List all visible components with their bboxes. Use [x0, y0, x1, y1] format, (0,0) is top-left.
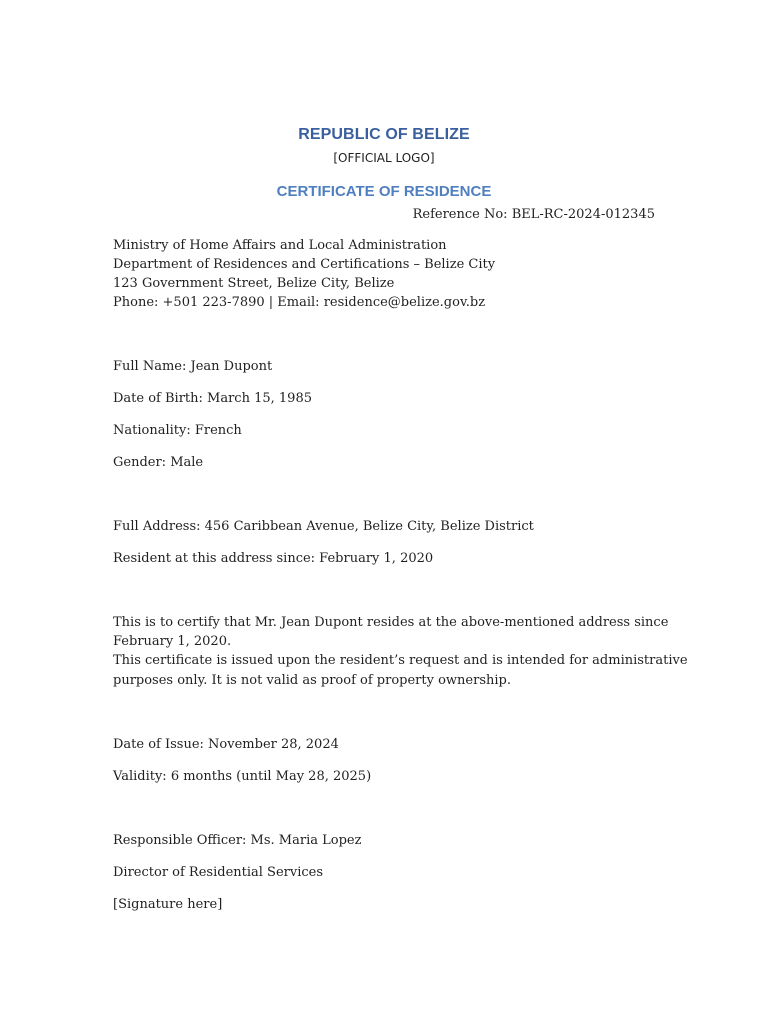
reference-number: Reference No: BEL-RC-2024-012345 [412, 207, 655, 222]
certification-line-2: February 1, 2020. [113, 634, 232, 649]
issuer-address: 123 Government Street, Belize City, Belize [113, 276, 395, 291]
gender: Gender: Male [113, 455, 204, 470]
full-name: Full Name: Jean Dupont [113, 359, 273, 374]
full-address: Full Address: 456 Caribbean Avenue, Belize City, Belize District [113, 519, 534, 534]
date-of-issue: Date of Issue: November 28, 2024 [113, 737, 339, 752]
document-title: CERTIFICATE OF RESIDENCE [276, 183, 492, 200]
responsible-officer: Responsible Officer: Ms. Maria Lopez [113, 833, 362, 848]
certification-line-4: purposes only. It is not valid as proof of property ownership. [113, 673, 511, 688]
issuer-contact: Phone: +501 223-7890 | Email: residence@belize.gov.bz [113, 295, 486, 310]
validity-period: Validity: 6 months (until May 28, 2025) [113, 769, 372, 784]
date-of-birth: Date of Birth: March 15, 1985 [113, 391, 312, 406]
nationality: Nationality: French [113, 423, 242, 438]
department-name: Department of Residences and Certifications – Belize City [113, 257, 496, 272]
resident-since: Resident at this address since: February 1, 2020 [113, 551, 434, 566]
certification-line-3: This certificate is issued upon the resident’s request and is intended for administrative [113, 653, 688, 668]
country-heading: REPUBLIC OF BELIZE [298, 126, 470, 143]
ministry-name: Ministry of Home Affairs and Local Administration [113, 238, 447, 253]
certification-line-1: This is to certify that Mr. Jean Dupont resides at the above-mentioned address since [113, 615, 669, 630]
signature-placeholder: [Signature here] [113, 897, 223, 912]
officer-title: Director of Residential Services [113, 865, 324, 880]
official-logo-placeholder: [OFFICIAL LOGO] [333, 151, 435, 165]
